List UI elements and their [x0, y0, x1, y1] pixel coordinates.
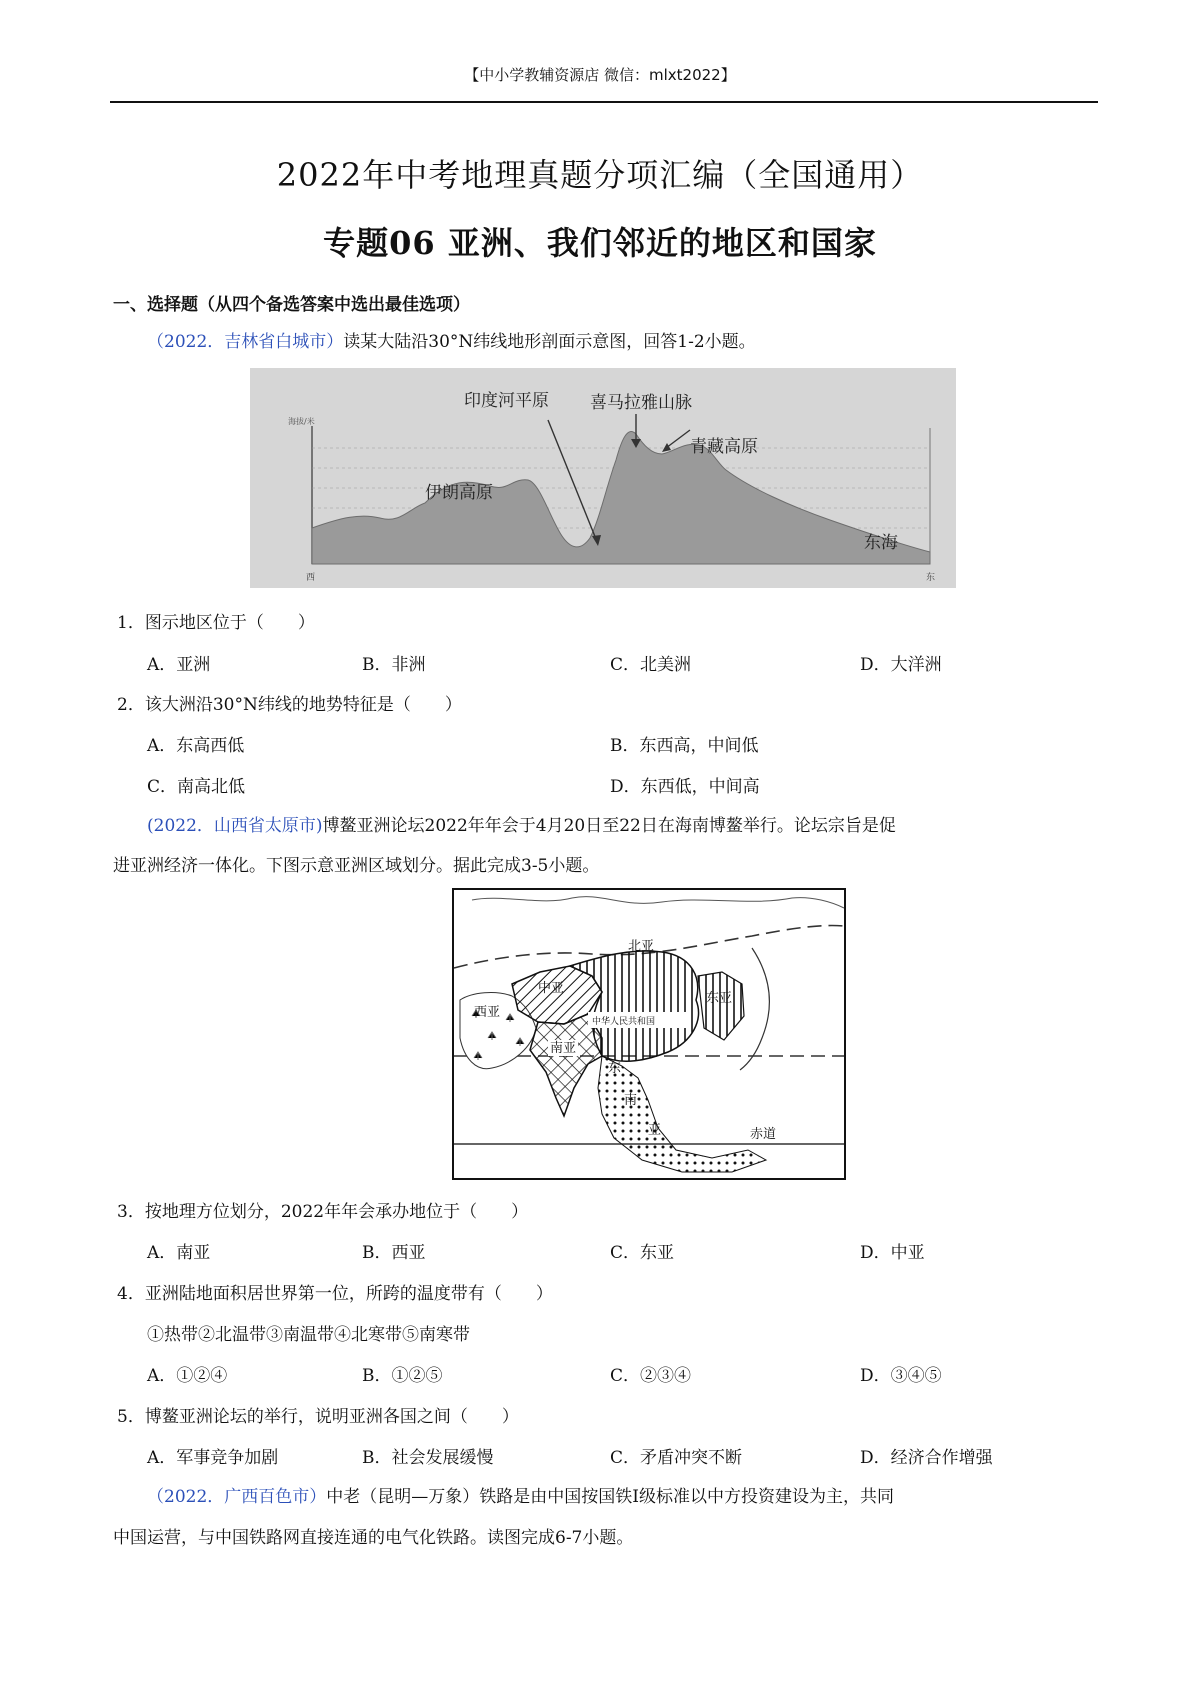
q4-option-d: D．③④⑤ [860, 1366, 942, 1386]
question-4: 4．亚洲陆地面积居世界第一位，所跨的温度带有（ ） [117, 1284, 553, 1304]
section-heading: 一、选择题（从四个备选答案中选出最佳选项） [113, 295, 470, 315]
east-sea-label: 东海 [864, 533, 898, 553]
q5-option-d: D．经济合作增强 [860, 1448, 993, 1468]
q3-option-c: C．东亚 [610, 1243, 675, 1263]
prc-label: 中华人民共和国 [592, 1017, 656, 1027]
q1-option-b: B．非洲 [362, 655, 426, 675]
central-asia-label: 中亚 [538, 981, 565, 996]
q1-option-d: D．大洋洲 [860, 655, 942, 675]
passage-1 [113, 322, 1103, 362]
terrain-profile-figure [250, 368, 956, 588]
page-subtitle: 专题06 亚洲、我们邻近的地区和国家 [323, 224, 877, 262]
question-3: 3．按地理方位划分，2022年年会承办地位于（ ） [117, 1202, 529, 1222]
passage-2-source: (2022．山西省太原市) [147, 816, 323, 836]
question-5: 5．博鳌亚洲论坛的举行，说明亚洲各国之间（ ） [117, 1407, 519, 1427]
tibet-plateau-label: 青藏高原 [690, 437, 758, 457]
q2-option-a: A．东高西低 [147, 736, 245, 756]
asia-regions-map [452, 888, 846, 1180]
q4-option-a: A．①②④ [147, 1366, 228, 1386]
passage-3-source: （2022．广西百色市） [147, 1487, 327, 1507]
north-asia-label: 北亚 [628, 939, 655, 954]
q3-option-b: B．西亚 [362, 1243, 426, 1263]
q4-items: ①热带②北温带③南温带④北寒带⑤南寒带 [147, 1325, 470, 1345]
q3-option-a: A．南亚 [147, 1243, 211, 1263]
page-title: 2022年中考地理真题分项汇编（全国通用） [276, 156, 924, 194]
southeast-asia-label-2: 南 [624, 1093, 638, 1108]
q2-option-b: B．东西高，中间低 [610, 736, 759, 756]
passage-3-line-1 [113, 1477, 1103, 1517]
passage-1-text: 读某大陆沿30°N纬线地形剖面示意图，回答1-2小题。 [343, 332, 756, 352]
passage-1-source: （2022．吉林省白城市） [147, 332, 344, 352]
q4-option-c: C．②③④ [610, 1366, 692, 1386]
q5-option-b: B．社会发展缓慢 [362, 1448, 494, 1468]
indus-plain-label: 印度河平原 [464, 391, 549, 411]
southeast-asia-label-3: 亚 [648, 1123, 662, 1138]
header-text: 【中小学教辅资源店 微信：mlxt2022】 [464, 66, 736, 84]
himalaya-label: 喜马拉雅山脉 [590, 393, 692, 413]
west-label: 西 [306, 573, 316, 583]
west-asia-label: 西亚 [474, 1005, 501, 1020]
southeast-asia-label-1: 东 [608, 1061, 622, 1076]
q1-option-a: A．亚洲 [147, 655, 211, 675]
q4-option-b: B．①②⑤ [362, 1366, 443, 1386]
passage-2-line-2: 进亚洲经济一体化。下图示意亚洲区域划分。据此完成3-5小题。 [113, 856, 600, 876]
east-asia-label: 东亚 [706, 991, 733, 1006]
q3-option-d: D．中亚 [860, 1243, 925, 1263]
q5-option-c: C．矛盾冲突不断 [610, 1448, 743, 1468]
equator-label: 赤道 [750, 1127, 777, 1142]
passage-3-line-2: 中国运营，与中国铁路网直接连通的电气化铁路。读图完成6-7小题。 [113, 1528, 634, 1548]
iran-plateau-label: 伊朗高原 [425, 483, 493, 503]
q2-option-c: C．南高北低 [147, 777, 246, 797]
q1-option-c: C．北美洲 [610, 655, 692, 675]
passage-2-line-1 [113, 806, 1103, 846]
question-1: 1．图示地区位于（ ） [117, 613, 315, 633]
question-2: 2．该大洲沿30°N纬线的地势特征是（ ） [117, 695, 462, 715]
passage-3-text-1: 中老（昆明—万象）铁路是由中国按国铁Ⅰ级标准以中方投资建设为主，共同 [326, 1487, 894, 1507]
q2-option-d: D．东西低，中间高 [610, 777, 760, 797]
altitude-label: 海拔/米 [288, 417, 315, 426]
header-divider [110, 101, 1098, 103]
south-asia-label: 南亚 [550, 1041, 577, 1056]
q5-option-a: A．军事竞争加剧 [147, 1448, 279, 1468]
passage-2-text-1: 博鳌亚洲论坛2022年年会于4月20日至22日在海南博鳌举行。论坛宗旨是促 [322, 816, 896, 836]
east-label: 东 [926, 573, 936, 583]
